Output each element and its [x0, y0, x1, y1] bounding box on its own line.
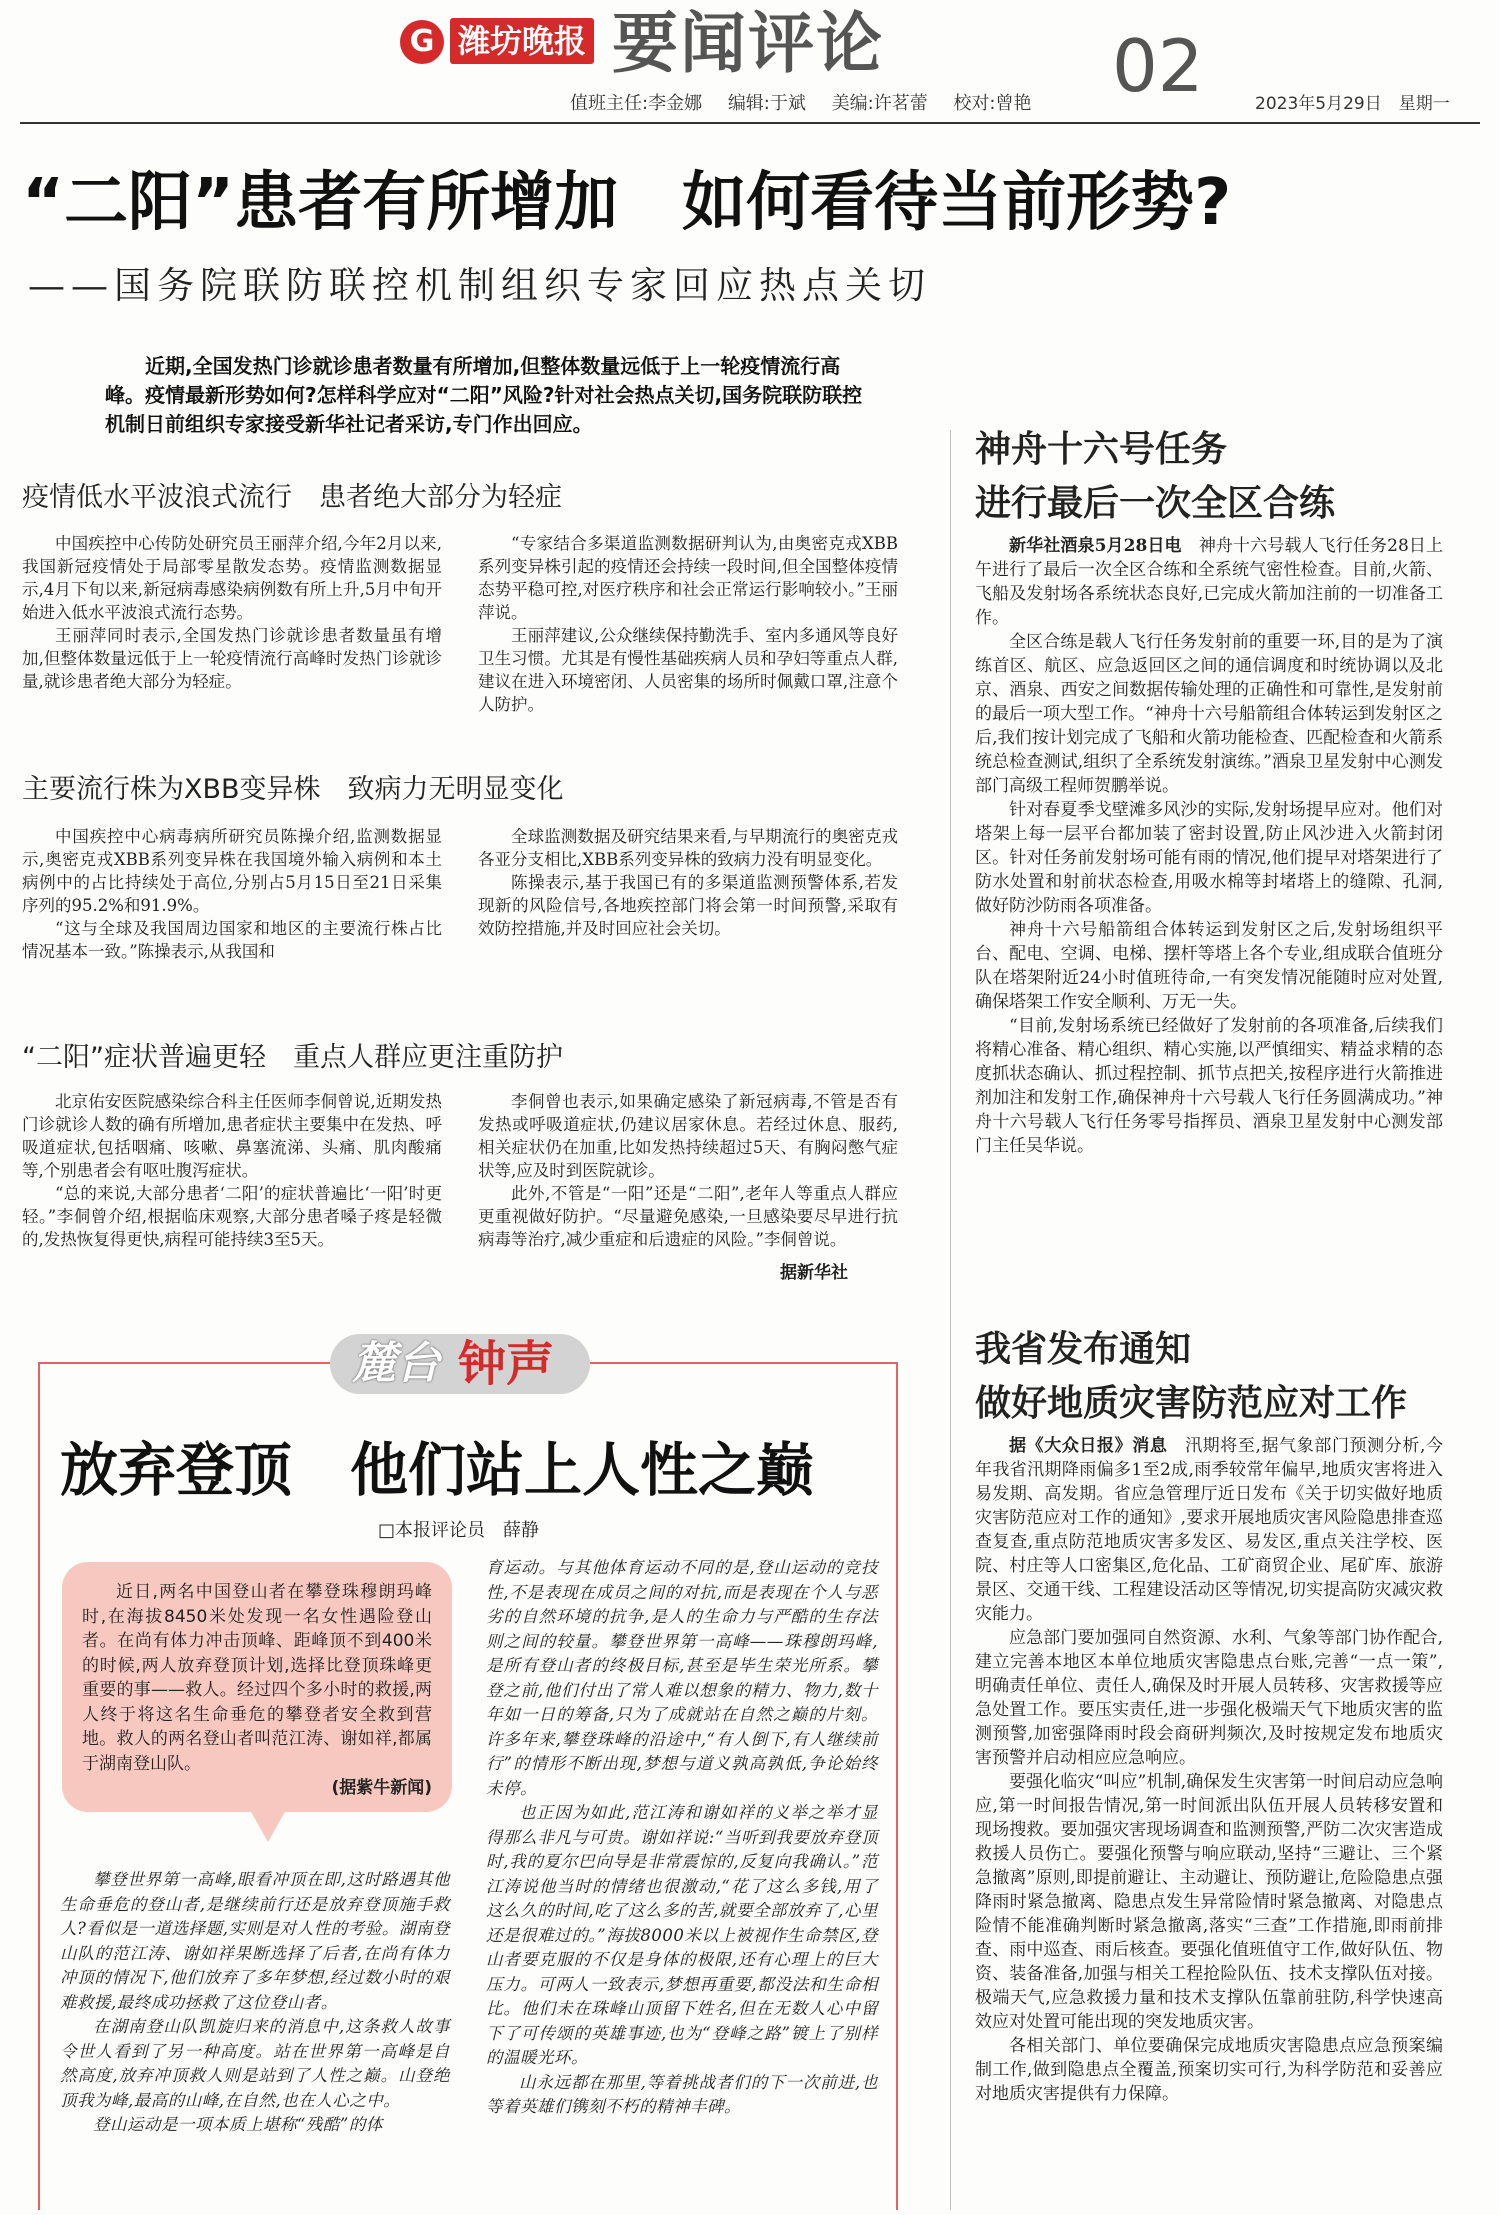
- page-number: 02: [1112, 24, 1204, 108]
- quote-source: (据紫牛新闻): [331, 1778, 432, 1798]
- paragraph: 中国疾控中心传防处研究员王丽萍介绍,今年2月以来,我国新冠疫情处于局部零星散发态势。疫情监测数据显示,4月下旬以来,新冠病毒感染病例数有所上升,5月中旬开始进入低水平波浪式流行态势。: [22, 534, 442, 622]
- paragraph: “专家结合多渠道监测数据研判认为,由奥密克戎XBB系列变异株引起的疫情还会持续一段时间,但全国整体疫情态势平稳可控,对医疗秩序和社会正常运行影响较小。”王丽萍说。: [478, 534, 898, 622]
- paragraph-text: 汛期将至,据气象部门预测分析,今年我省汛期降雨偏多1至2成,雨季较常年偏早,地质灾害将进入易发期、高发期。省应急管理厅近日发布《关于切实做好地质灾害防范应对工作的通知》,要求开展地质灾害风险隐患排查巡查复查,重点防范地质灾害多发区、易发区,重点关注学校、医院、村庄等人口密集区,危化品、工矿商贸企业、尾矿库、旅游景区、交通干线、工程建设活动区等情况,切实提高防灾减灾救灾能力。: [975, 1436, 1443, 1624]
- s2-right-column: [478, 825, 898, 940]
- quote-text: 近日,两名中国登山者在攀登珠穆朗玛峰时,在海拔8450米处发现一名女性遇险登山者。在尚有体力冲击顶峰、距峰顶不到400米的时候,两人放弃登顶计划,选择比登顶珠峰更重要的事——救人。经过四个多小时的救援,两人终于将这名生命垂危的攀登者安全救到营地。救人的两名登山者叫范江涛、谢如祥,都属于湖南登山队。: [82, 1582, 432, 1774]
- s1-right-column: [478, 532, 898, 716]
- s3-left-column: [22, 1090, 442, 1251]
- paragraph: 山永远都在那里,等着挑战者们的下一次前进,也等着英雄们镌刻不朽的精神丰碑。: [486, 2072, 878, 2116]
- column-right-text: [486, 1556, 878, 2120]
- staff-item: 美编:许茗蕾: [831, 93, 928, 114]
- paragraph: 应急部门要加强同自然资源、水利、气象等部门协作配合,建立完善本地区本单位地质灾害隐患点台账,完善“一点一策”,明确责任单位、责任人,确保及时开展人员转移、灾害救援等应急处置工作。要压实责任,进一步强化极端天气下地质灾害的监测预警,加密强降雨时段会商研判频次,及时按规定发布地质灾害预警并启动相应应急响应。: [975, 1628, 1443, 1768]
- paragraph: 也正因为如此,范江涛和谢如祥的义举之举才显得那么非凡与可贵。谢如祥说:“当听到我要放弃登顶时,我的夏尔巴向导是非常震惊的,反复向我确认。”范江涛说他当时的情绪也很激动,“花了这么多钱,用了这么久的时间,吃了这么多的苦,就要全部放弃了,心里还是很难过的。”海拔8000米以上被视作生命禁区,登山者要克服的不仅是身体的极限,还有心理上的巨大压力。可两人一致表示,梦想再重要,都没法和生命相比。他们未在珠峰山顶留下姓名,但在无数人心中留下了可传颂的英雄事迹,也为“登峰之路”镀上了别样的温暖光环。: [486, 1803, 878, 2067]
- right-article-2-body: [975, 1434, 1443, 2106]
- dateline: 新华社酒泉5月28日电: [1009, 536, 1182, 556]
- paragraph: 登山运动是一项本质上堪称“残酷”的体: [93, 2115, 383, 2134]
- heading-line: 神舟十六号任务: [975, 428, 1228, 470]
- quote-text-block: [82, 1580, 432, 1801]
- column-divider: [950, 430, 951, 2210]
- paragraph: 王丽萍建议,公众继续保持勤洗手、室内多通风等良好卫生习惯。尤其是有慢性基础疾病人员和孕妇等重点人群,建议在进入环境密闭、人员密集的场所时佩戴口罩,注意个人防护。: [478, 626, 898, 714]
- paragraph-text: 神舟十六号载人飞行任务28日上午进行了最后一次全区合练和全系统气密性检查。目前,火箭、飞船及发射场各系统状态良好,已完成火箭加注前的一切准备工作。: [975, 536, 1443, 628]
- newspaper-logo: [400, 6, 630, 68]
- paragraph: 攀登世界第一高峰,眼看冲顶在即,这时路遇其他生命垂危的登山者,是继续前行还是放弃登顶施手救人?看似是一道选择题,实则是对人性的考验。湖南登山队的范江涛、谢如祥果断选择了后者,在尚有体力冲顶的情况下,他们放弃了多年梦想,经过数小时的艰难救援,最终成功拯救了这位登山者。: [60, 1870, 450, 2012]
- paragraph: 各相关部门、单位要确保完成地质灾害隐患点应急预案编制工作,做到隐患点全覆盖,预案切实可行,为科学防范和妥善应对地质灾害提供有力保障。: [975, 2036, 1443, 2104]
- paragraph: “这与全球及我国周边国家和地区的主要流行株占比情况基本一致。”陈操表示,从我国和: [22, 919, 442, 961]
- staff-item: 值班主任:李金娜: [570, 93, 703, 114]
- paragraph: 全区合练是载人飞行任务发射前的重要一环,目的是为了演练首区、航区、应急返回区之间的通信调度和时统协调以及北京、酒泉、西安之间数据传输处理的正确性和可靠性,是发射前的最后一项大型工作。“神舟十六号船箭组合体转运到发射区之后,我们按计划完成了飞船和火箭功能检查、匹配检查和火箭系统总检查测试,组织了全系统发射演练。”酒泉卫星发射中心测发部门高级工程师贺鹏举说。: [975, 632, 1443, 796]
- section-title: 要闻评论: [612, 4, 884, 82]
- lead-paragraph: [105, 352, 865, 439]
- paragraph: [975, 534, 1443, 630]
- main-subheadline: ——国务院联防联控机制组织专家回应热点关切: [28, 264, 931, 307]
- quote-bubble-tail: [250, 1810, 286, 1842]
- section-heading-1: 疫情低水平波浪式流行 患者绝大部分为轻症: [22, 482, 562, 513]
- paragraph: 全球监测数据及研究结果来看,与早期流行的奥密克戎各亚分支相比,XBB系列变异株的致病力没有明显变化。: [478, 827, 898, 869]
- paragraph: 要强化临灾“叫应”机制,确保发生灾害第一时间启动应急响应,第一时间报告情况,第一时间派出队伍开展人员转移安置和现场搜救。要加强灾害现场调查和监测预警,严防二次灾害造成救援人员伤亡。要强化预警与响应联动,坚持“三避让、三个紧急撤离”原则,即提前避让、主动避让、预防避让,危险隐患点强降雨时紧急撤离、隐患点发生异常险情时紧急撤离、对隐患点险情不能准确判断时紧急撤离,落实“三查”工作措施,即雨前排查、雨中巡查、雨后核查。要强化值班值守工作,做好队伍、物资、装备准备,加强与相关工程抢险队伍、技术支撑队伍对接。极端天气,应急救援力量和技术支撑队伍靠前驻防,科学快速高效应对处置可能出现的突发地质灾害。: [975, 1772, 1443, 2032]
- s1-left-column: [22, 532, 442, 693]
- paragraph: 陈操表示,基于我国已有的多渠道监测预警体系,若发现新的风险信号,各地疾控部门将会第一时间预警,采取有效防控措施,并及时回应社会关切。: [478, 873, 898, 938]
- paragraph: 北京佑安医院感染综合科主任医师李侗曾说,近期发热门诊就诊人数的确有所增加,患者症状主要集中在发热、呼吸道症状,包括咽痛、咳嗽、鼻塞流涕、头痛、肌肉酸痛等,个别患者会有呕吐腹泻症状。: [22, 1092, 442, 1180]
- header-rule: [20, 122, 1480, 124]
- logo-text: 潍坊晚报: [450, 18, 594, 64]
- quote-bubble: [62, 1562, 452, 1812]
- source-credit: 据新华社: [780, 1263, 848, 1283]
- section-heading-3: “二阳”症状普遍更轻 重点人群应更注重防护: [22, 1042, 563, 1073]
- s3-right-column: [478, 1090, 898, 1251]
- column-byline: □本报评论员 薛静: [378, 1520, 540, 1541]
- column-badge: [330, 1328, 590, 1400]
- right-article-1-body: [975, 534, 1443, 1158]
- main-headline: “二阳”患者有所增加 如何看待当前形势?: [22, 166, 1232, 240]
- paragraph: 在湖南登山队凯旋归来的消息中,这条救人故事令世人看到了另一种高度。站在世界第一高峰是自然高度,放弃冲顶救人则是站到了人性之巅。山登绝顶我为峰,最高的山峰,在自然,也在人心之中。: [60, 2017, 450, 2110]
- heading-line: 我省发布通知: [975, 1328, 1192, 1370]
- heading-line: 做好地质灾害防范应对工作: [975, 1382, 1408, 1424]
- paragraph: “总的来说,大部分患者‘二阳’的症状普遍比‘一阳’时更轻。”李侗曾介绍,根据临床观察,大部分患者嗓子疼是轻微的,发热恢复得更快,病程可能持续3至5天。: [22, 1184, 442, 1249]
- paragraph: “目前,发射场系统已经做好了发射前的各项准备,后续我们将精心准备、精心组织、精心实施,以严慎细实、精益求精的态度抓状态确认、抓过程控制、抓节点把关,按程序进行火箭推进剂加注和发射工作,确保神舟十六号载人飞行任务圆满成功。”神舟十六号载人飞行任务零号指挥员、酒泉卫星发射中心测发部门主任吴华说。: [975, 1016, 1443, 1156]
- right-article-2-heading: [975, 1322, 1475, 1430]
- paragraph: 李侗曾也表示,如果确定感染了新冠病毒,不管是否有发热或呼吸道症状,仍建议居家休息。若经过休息、服药,相关症状仍在加重,比如发热持续超过5天、有胸闷憋气症状等,应及时到医院就诊。: [478, 1092, 898, 1180]
- issue-date: 2023年5月29日 星期一: [1255, 94, 1450, 114]
- section-heading-2: 主要流行株为XBB变异株 致病力无明显变化: [22, 774, 564, 805]
- s2-left-column: [22, 825, 442, 963]
- logo-mark-icon: G: [400, 20, 444, 64]
- paragraph: 此外,不管是“一阳”还是“二阳”,老年人等重点人群应更重视做好防护。“尽量避免感染,一旦感染要尽早进行抗病毒等治疗,减少重症和后遗症的风险。”李侗曾说。: [478, 1184, 898, 1249]
- heading-line: 进行最后一次全区合练: [975, 482, 1336, 524]
- column-name-part: 麓台: [352, 1338, 440, 1389]
- paragraph: 针对春夏季戈壁滩多风沙的实际,发射场提早应对。他们对塔架上每一层平台都加装了密封设置,防止风沙进入火箭封闭区。针对任务前发射场可能有雨的情况,他们提早对塔架进行了防水处置和射前状态检查,用吸水棉等封堵塔上的缝隙、孔洞,做好防沙防雨各项准备。: [975, 800, 1443, 916]
- paragraph: 中国疾控中心病毒病所研究员陈操介绍,监测数据显示,奥密克戎XBB系列变异株在我国境外输入病例和本土病例中的占比持续处于高位,分别占5月15日至21日采集序列的95.2%和91.9%。: [22, 827, 442, 915]
- paragraph: 育运动。与其他体育运动不同的是,登山运动的竞技性,不是表现在成员之间的对抗,而是表现在个人与恶劣的自然环境的抗争,是人的生命力与严酷的生存法则之间的较量。攀登世界第一高峰——珠穆朗玛峰,是所有登山者的终极目标,甚至是毕生荣光所系。攀登之前,他们付出了常人难以想象的精力、物力,数十年如一日的筹备,只为了成就站在自然之巅的片刻。许多年来,攀登珠峰的沿途中,“有人倒下,有人继续前行”的情形不断出现,梦想与道义孰高孰低,争论始终未停。: [486, 1558, 878, 1798]
- column-name-part: 钟声: [458, 1336, 555, 1392]
- column-left-text: [60, 1868, 450, 2138]
- right-article-1-heading: [975, 422, 1475, 530]
- column-headline: 放弃登顶 他们站上人性之巅: [60, 1436, 815, 1504]
- staff-item: 校对:曾艳: [953, 93, 1032, 114]
- paragraph: [975, 1434, 1443, 1626]
- paragraph: 王丽萍同时表示,全国发热门诊就诊患者数量虽有增加,但整体数量远低于上一轮疫情流行高峰时发热门诊就诊量,就诊患者绝大部分为轻症。: [22, 626, 442, 691]
- staff-line: [570, 92, 1052, 116]
- dateline: 据《大众日报》消息: [1009, 1436, 1168, 1456]
- lead-text: 近期,全国发热门诊就诊患者数量有所增加,但整体数量远低于上一轮疫情流行高峰。疫情最新形势如何?怎样科学应对“二阳”风险?针对社会热点关切,国务院联防联控机制日前组织专家接受新华社记者采访,专门作出回应。: [105, 354, 863, 436]
- paragraph: 神舟十六号船箭组合体转运到发射区之后,发射场组织平台、配电、空调、电梯、摆杆等塔上各个专业,组成联合值班分队在塔架附近24小时值班待命,一有突发情况能随时应对处置,确保塔架工作安全顺利、万无一失。: [975, 920, 1443, 1012]
- staff-item: 编辑:于斌: [727, 93, 806, 114]
